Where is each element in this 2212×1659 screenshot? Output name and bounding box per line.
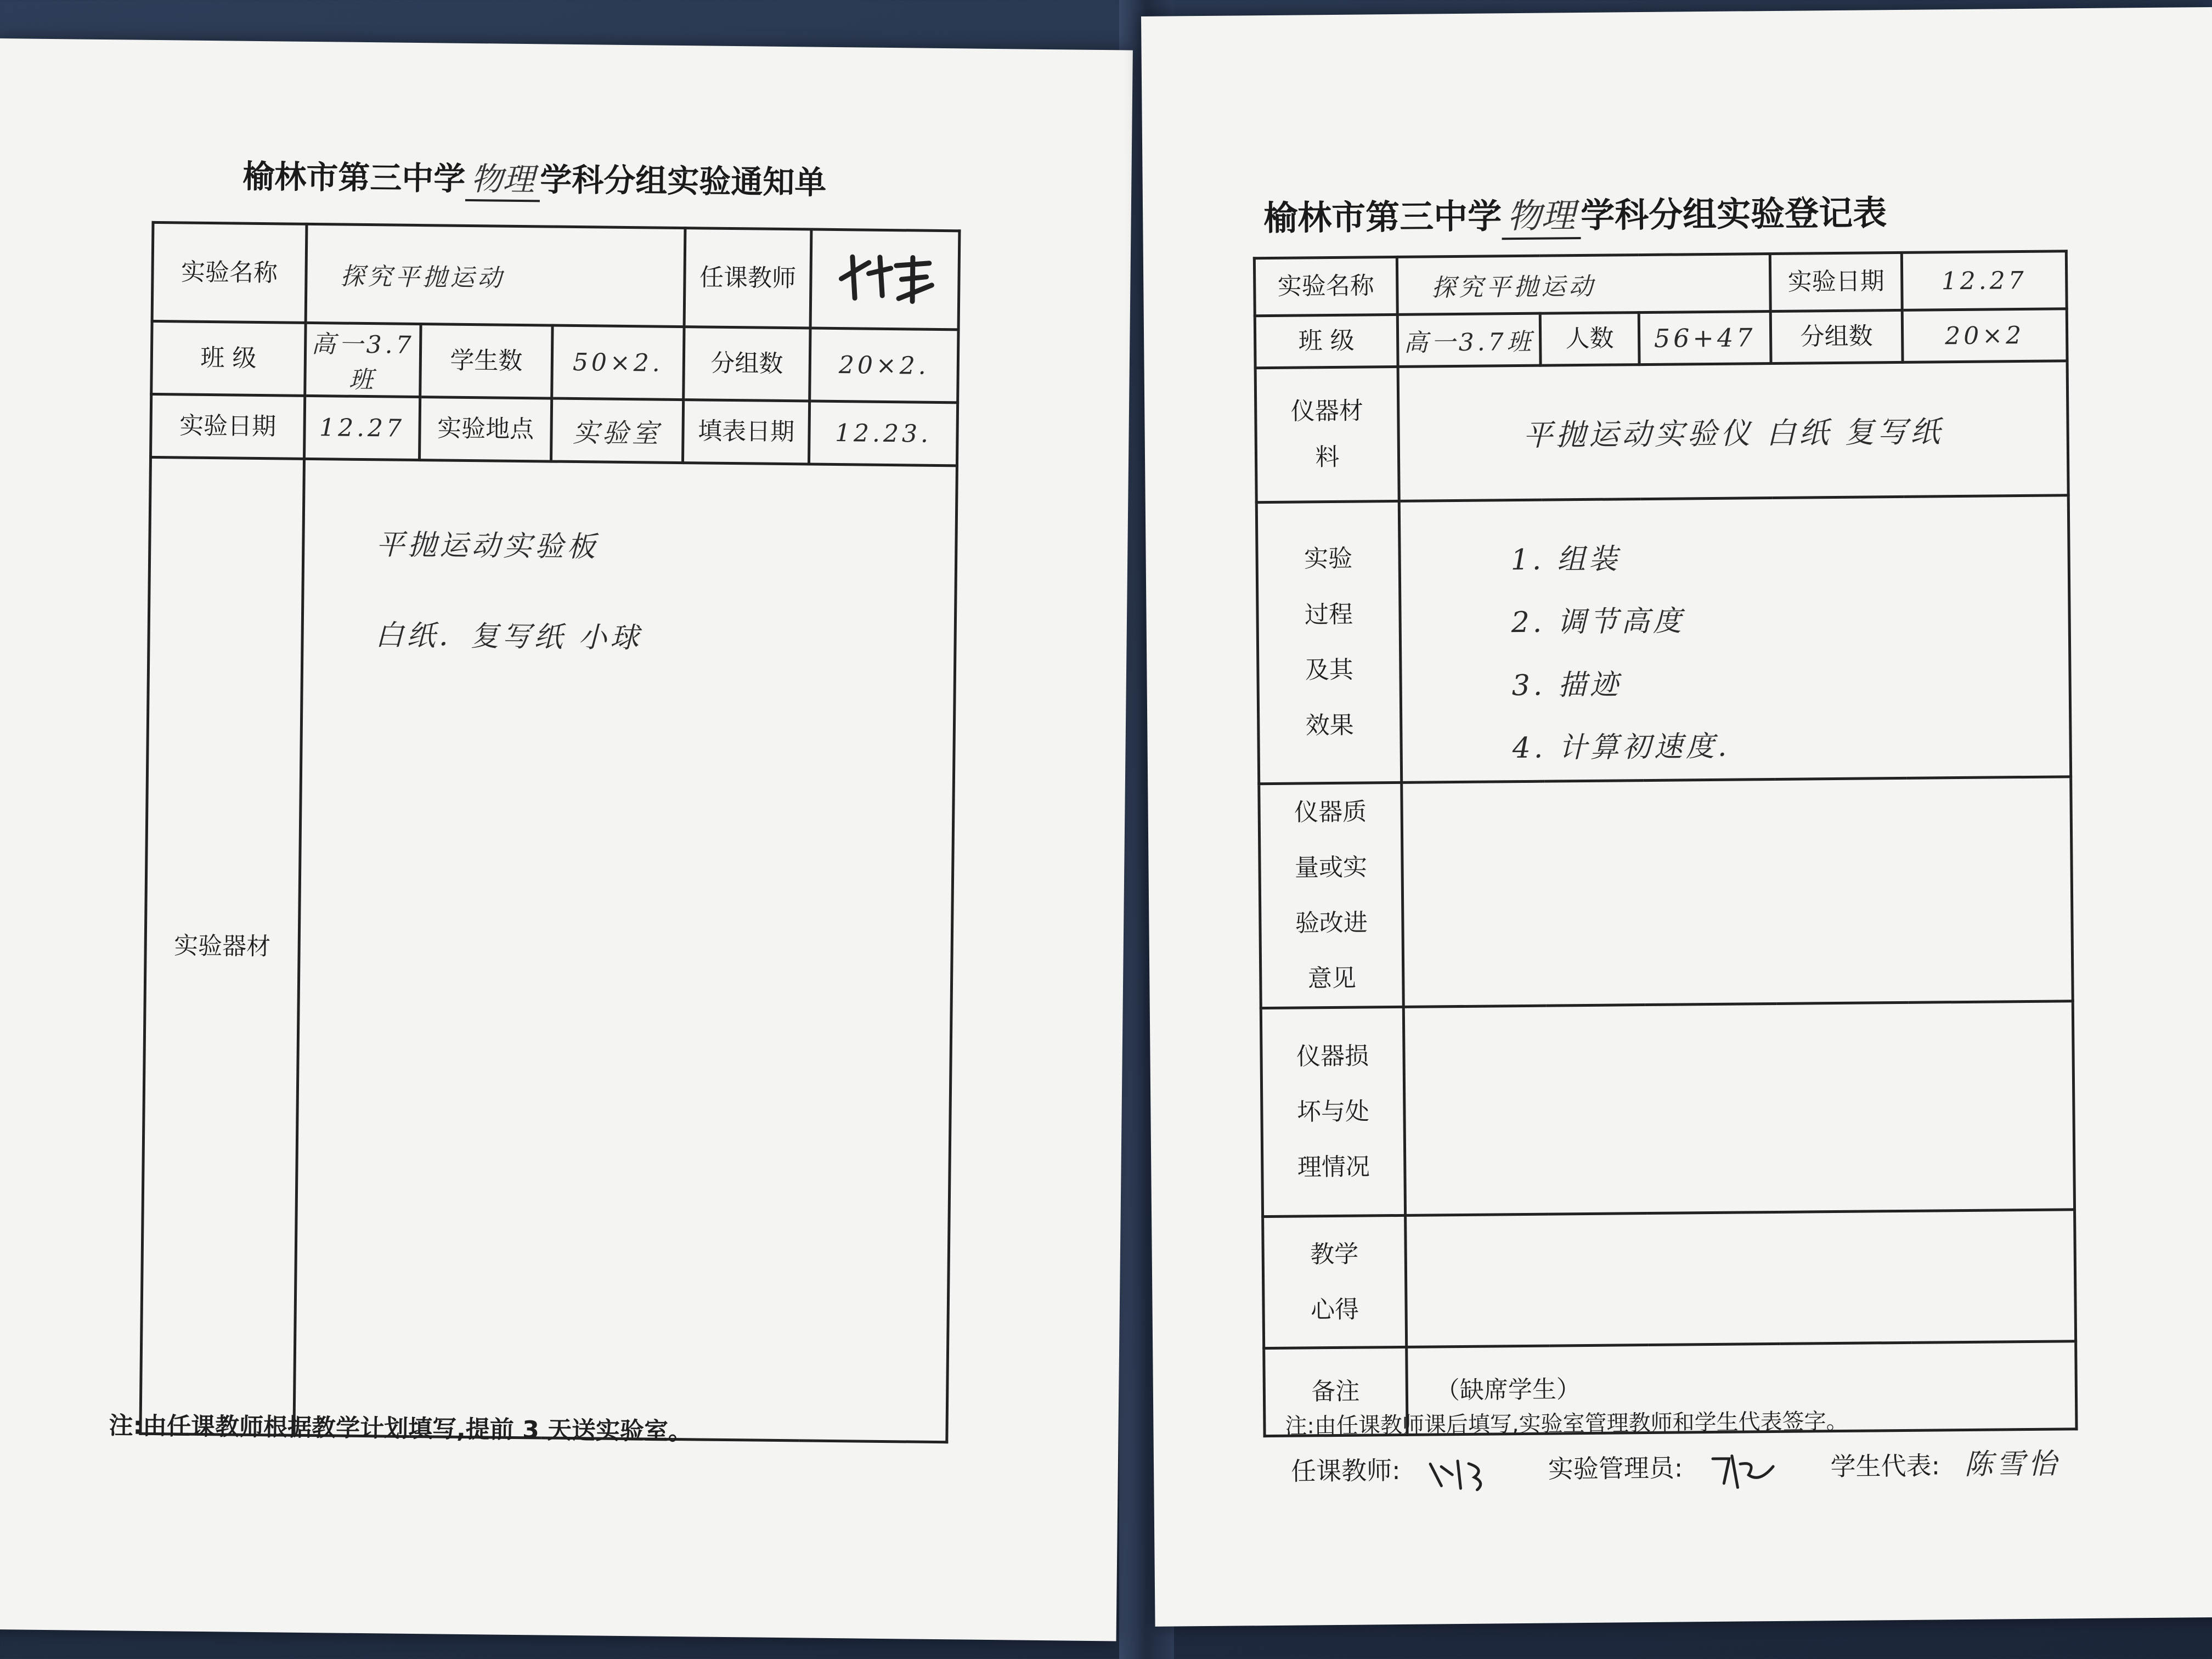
right-title-prefix: 榆林市第三中学 <box>1263 196 1502 239</box>
process-step: 1. 组装 <box>1510 543 1621 577</box>
right-title-subject: 物理 <box>1502 188 1581 240</box>
label-exp-name: 实验名称 <box>152 222 307 323</box>
r-value-class: 高一3.7班 <box>1397 313 1541 366</box>
damage-area <box>1403 1001 2074 1216</box>
value-groups: 20×2. <box>810 328 958 403</box>
r-label-damage: 仪器损坏与处理情况 <box>1261 1007 1405 1217</box>
r-label-date: 实验日期 <box>1770 252 1902 311</box>
teacher-signature-mark <box>1425 1452 1497 1491</box>
teacher-signature <box>810 229 960 330</box>
r-value-date: 12.27 <box>1901 251 2067 311</box>
r-value-groups: 20×2 <box>1902 309 2067 363</box>
r-value-exp-name: 探究平抛运动 <box>1397 254 1770 315</box>
right-title <box>1263 185 1887 242</box>
registration-form-sheet <box>1141 7 2212 1627</box>
r-label-instruments: 仪器材料 <box>1255 366 1399 502</box>
r-label-process: 实验过程及其效果 <box>1256 501 1401 783</box>
r-value-remarks: （缺席学生） <box>1407 1341 2076 1435</box>
label-date: 实验日期 <box>151 394 305 459</box>
equipment-line: 白纸．复写纸 小球 <box>375 619 642 655</box>
label-teacher: 任课教师 <box>684 228 811 328</box>
process-step: 2. 调节高度 <box>1511 605 1685 640</box>
student-signature: 陈雪怡 <box>1964 1447 2060 1482</box>
left-title <box>242 151 827 205</box>
sig-student-label: 学生代表: <box>1830 1451 1940 1482</box>
value-students: 50×2. <box>552 325 684 400</box>
r-label-teaching: 教学心得 <box>1263 1216 1407 1348</box>
registration-table <box>1253 250 2078 1437</box>
process-step: 3. 描迹 <box>1511 668 1622 702</box>
left-title-suffix: 学科分组实验通知单 <box>540 161 827 201</box>
sig-teacher-label: 任课教师: <box>1290 1455 1401 1486</box>
value-place: 实验室 <box>551 398 683 463</box>
label-students: 学生数 <box>420 324 552 399</box>
left-title-prefix: 榆林市第三中学 <box>242 157 466 198</box>
r-label-exp-name: 实验名称 <box>1254 257 1397 315</box>
right-title-suffix: 学科分组实验登记表 <box>1580 193 1887 236</box>
right-note: 注:由任课教师课后填写,实验室管理教师和学生代表签字。 <box>1285 1408 1848 1439</box>
r-value-people: 56+47 <box>1639 312 1771 365</box>
r-value-instruments: 平抛运动实验仪 白纸 复写纸 <box>1398 361 2068 501</box>
left-note: 注:由任课教师根据教学计划填写,提前 3 天送实验室。 <box>109 1412 693 1446</box>
notification-table <box>139 221 961 1443</box>
value-date: 12.27 <box>304 396 420 460</box>
label-class: 班 级 <box>151 321 306 396</box>
equipment-line: 平抛运动实验板 <box>376 528 599 564</box>
quality-area <box>1402 776 2073 1007</box>
value-class: 高一3.7班 <box>305 323 421 397</box>
sig-admin-label: 实验管理员: <box>1548 1453 1683 1484</box>
label-fill-date: 填表日期 <box>682 400 809 464</box>
label-groups: 分组数 <box>684 327 810 401</box>
process-area <box>1399 495 2070 782</box>
teacher-signature-scribble <box>830 246 940 307</box>
r-label-class: 班 级 <box>1255 314 1398 368</box>
r-label-quality: 仪器质量或实验改进意见 <box>1259 782 1404 1008</box>
signature-row <box>1291 1440 2098 1492</box>
label-place: 实验地点 <box>419 397 551 462</box>
left-title-subject: 物理 <box>465 153 540 202</box>
value-fill-date: 12.23. <box>809 401 957 466</box>
value-exp-name: 探究平抛运动 <box>306 224 685 326</box>
r-label-remarks: 备注 <box>1264 1347 1407 1436</box>
teaching-area <box>1406 1210 2076 1347</box>
process-step: 4. 计算初速度. <box>1512 730 1730 765</box>
label-equipment: 实验器材 <box>140 457 304 1435</box>
notification-form-sheet <box>0 38 1133 1641</box>
r-label-groups: 分组数 <box>1770 310 1903 363</box>
equipment-area <box>294 459 957 1442</box>
admin-signature-mark <box>1707 1449 1779 1488</box>
r-label-people: 人数 <box>1540 313 1639 366</box>
